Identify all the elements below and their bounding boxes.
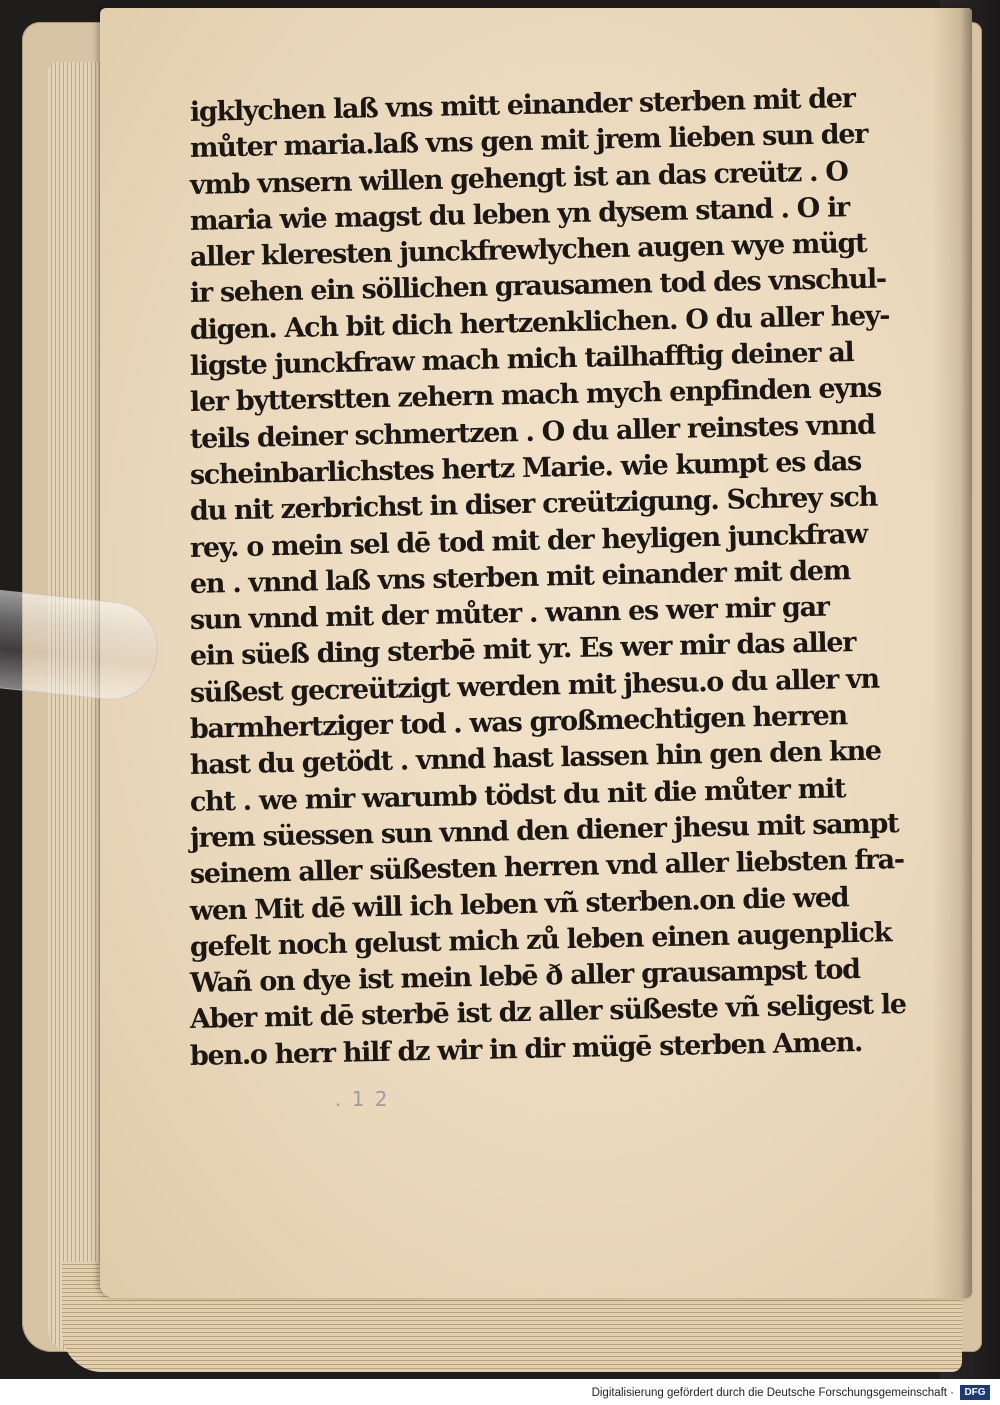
text-line: ein süeß ding sterbē mit yr. Es wer mir das aller bbox=[189, 627, 856, 673]
text-line: scheinbarlichstes hertz Marie. wie kumpt es das bbox=[189, 445, 862, 491]
text-line: wen Mit dē will ich leben vñ sterben.on die wed bbox=[189, 881, 849, 927]
text-line: igklychen laß vns mitt einander sterben mit der bbox=[189, 83, 855, 128]
footer-bar bbox=[0, 1379, 1000, 1405]
text-line: cht . we mir warumb tödst du nit die můter mit bbox=[189, 772, 846, 818]
text-line: barmhertziger tod . was großmechtigen herren bbox=[189, 700, 848, 746]
text-line: süßest gecreützigt werden mit jhesu.o du aller vn bbox=[189, 663, 880, 709]
text-line: du nit zerbrichst in diser creützigung. Schrey sch bbox=[189, 481, 878, 528]
text-line: ben.o herr hilf dz wir in dir mügē sterben Amen. bbox=[189, 1026, 863, 1072]
text-line: vmb vnsern willen gehengt ist an das creütz . O bbox=[189, 155, 848, 201]
blackletter-text-block bbox=[189, 83, 950, 1075]
text-line: ligste junckfraw mach mich tailhafftig deiner al bbox=[189, 337, 854, 383]
text-line: en . vnnd laß vns sterben mit einander mit dem bbox=[189, 555, 851, 600]
text-line: gefelt noch gelust mich zů leben einen augenplick bbox=[189, 917, 892, 963]
text-line: hast du getödt . vnnd hast lassen hin gen den kne bbox=[189, 735, 882, 782]
text-line: Aber mit dē sterbē ist dz aller süßeste vñ seligest le bbox=[189, 989, 906, 1036]
funding-credit: Digitalisierung gefördert durch die Deutsche Forschungsgemeinschaft · bbox=[591, 1387, 954, 1399]
text-line: jrem süessen sun vnnd den diener jhesu mit sampt bbox=[189, 808, 899, 854]
text-line: můter maria.laß vns gen mit jrem lieben sun der bbox=[189, 119, 868, 165]
text-line: rey. o mein sel dē tod mit der heyligen junckfraw bbox=[189, 518, 868, 564]
text-line: aller kleresten junckfrewlychen augen wye mügt bbox=[189, 228, 867, 274]
dfg-logo-icon: DFG bbox=[960, 1385, 990, 1400]
text-line: ler bytterstten zehern mach mych enpfinden eyns bbox=[189, 372, 882, 419]
text-line: ir sehen ein söllichen grausamen tod des vnschul- bbox=[189, 263, 887, 310]
pencil-page-mark: . 1 2 bbox=[335, 1087, 390, 1111]
text-line: seinem aller süßesten herren vnd aller liebsten fra- bbox=[189, 844, 905, 891]
text-line: maria wie magst du leben yn dysem stand . O ir bbox=[189, 192, 850, 237]
text-line: digen. Ach bit dich hertzenklichen. O du aller hey- bbox=[189, 300, 890, 346]
text-line: teils deiner schmertzen . O du aller reinstes vnnd bbox=[189, 409, 875, 455]
text-line: Wañ on dye ist mein lebē ð aller grausampst tod bbox=[189, 954, 861, 1000]
text-line: sun vnnd mit der můter . wann es wer mir gar bbox=[189, 591, 829, 637]
